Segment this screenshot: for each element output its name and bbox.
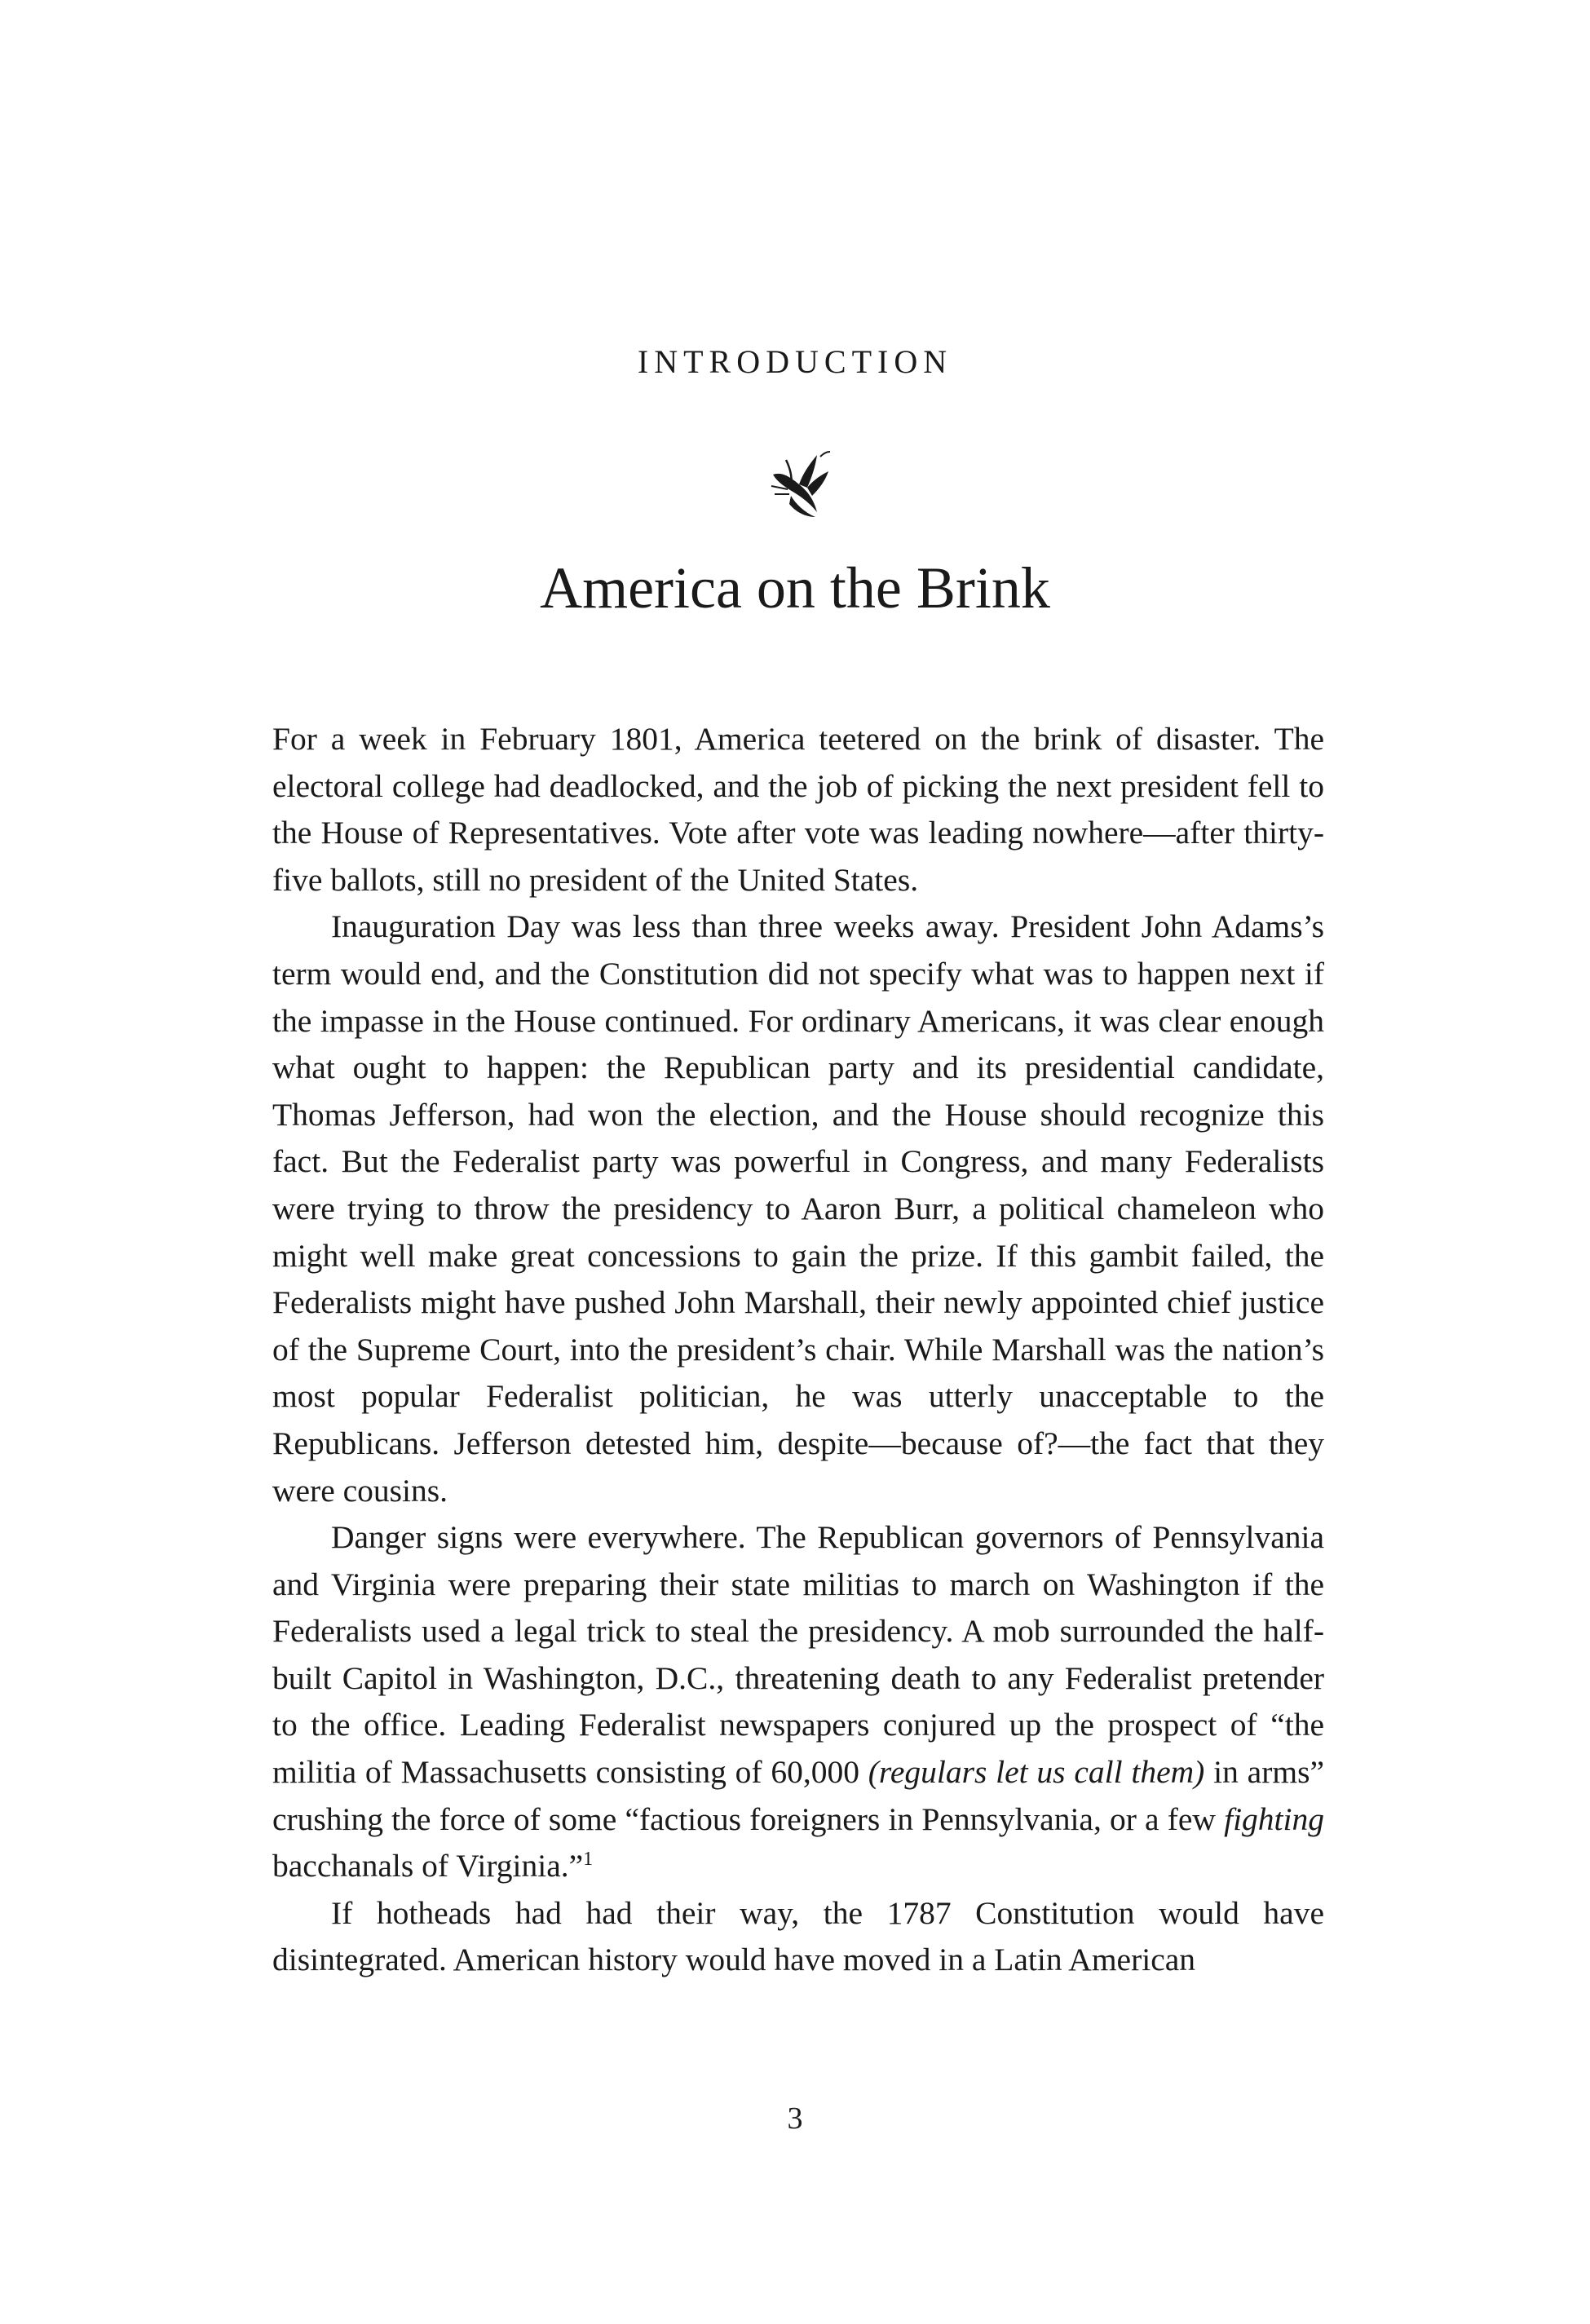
paragraph-3-part-2: in arms” crushing the force of some “factious foreigners in Pennsylvania, or a few (272, 1754, 1324, 1837)
page-number: 3 (787, 2101, 803, 2136)
paragraph-2: Inauguration Day was less than three weeks away. President John Adams’s term would end, and the Constitution did not specify what was to happen next if the impasse in the House continued. For ordinary Americans, it was clear enough what ought to happen: the Republican party and its presidential candidate, Thomas Jefferson, had won the election, and the House should recognize this fact. But the Federalist party was powerful in Congress, and many Federalists were trying to throw the presidency to Aaron Burr, a political chameleon who might well make great concessions to gain the prize. If this gambit failed, the Federalists might have pushed John Marshall, their newly appointed chief justice of the Supreme Court, into the president’s chair. While Marshall was the nation’s most popular Federalist politician, he was utterly unacceptable to the Republicans. Jefferson detested him, despite—because of?—the fact that they were cousins. (272, 908, 1324, 1509)
paragraph-1: For a week in February 1801, America teetered on the brink of disaster. The electoral college had deadlocked, and the job of picking the next president fell to the House of Representatives. Vote after vote was leading nowhere—after thirty-five ballots, still no president of the United States. (272, 721, 1324, 898)
section-label: INTRODUCTION (637, 343, 953, 380)
chapter-title: America on the Brink (540, 555, 1050, 621)
paragraph-3 (272, 1514, 1324, 1890)
paragraph-3-italic-2: fighting (1224, 1800, 1324, 1837)
body-text (272, 716, 1324, 1984)
paragraph-3-part-3: bacchanals of Virginia.” (272, 1848, 584, 1884)
paragraph-3-italic-1: (regulars let us call them) (868, 1754, 1205, 1791)
paragraph-3-part-1: Danger signs were everywhere. The Republican governors of Pennsylvania and Virginia were preparing their state militias to march on Washington if the Federalists used a legal trick to steal the presidency. A mob surrounded the half-built Capitol in Washington, D.C., threatening death to any Federalist pretender to the office. Leading Federalist newspapers conjured up the prospect of “the militia of Massachusetts consisting of 60,000 (272, 1519, 1324, 1791)
footnote-reference[interactable]: 1 (583, 1849, 594, 1871)
paragraph-4: If hotheads had had their way, the 1787 Constitution would have disintegrated. American history would have moved in a Latin American (272, 1894, 1324, 1978)
quill-leaf-ornament-icon (766, 447, 832, 522)
